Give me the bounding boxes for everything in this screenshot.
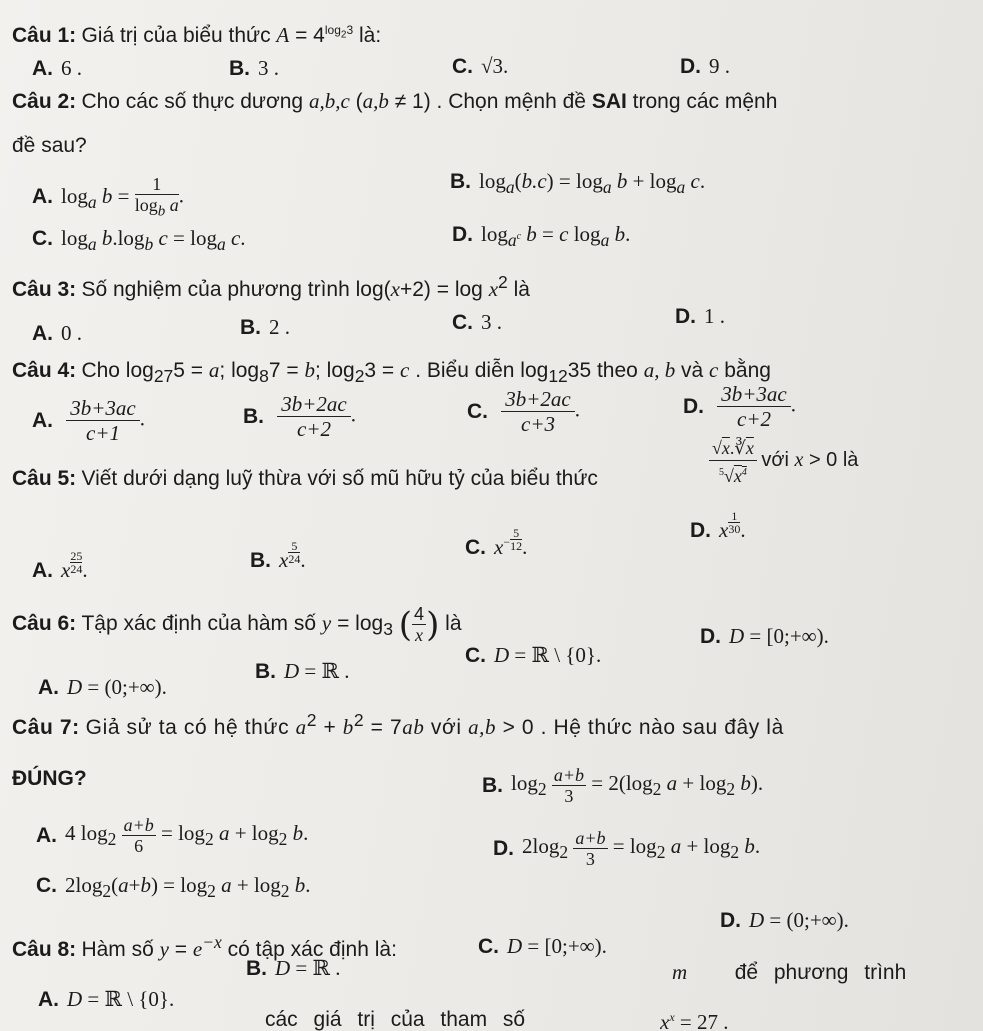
option-a: A. 4 $\log_2$ $\frac{a+b}{6}$ = $\log_2 a + \log_2 b$. <box>36 815 309 856</box>
option-a: A. 0 . <box>32 321 82 345</box>
option-a: A. $\frac{3b+3ac}{c+1}$ . <box>32 396 145 445</box>
option-c: C. D = [0;+∞). <box>478 934 607 958</box>
option-b: B. $\frac{3b+2ac}{c+2}$ . <box>243 392 356 441</box>
option-c: C. D = ℝ \ {0}. <box>465 643 602 667</box>
option-a: A. D = (0;+∞). <box>38 675 167 699</box>
option-c: C. √3. <box>452 54 509 78</box>
option-d: D. D = [0;+∞). <box>700 624 829 648</box>
question-stem: Giá trị của biểu thức $A = 4^{log_23}$ là: <box>81 23 382 47</box>
option-b: B. 2 . <box>240 315 290 339</box>
question-3: Câu 3: Số nghiệm của phương trình $\log(x+2) = \log x^2$ là <box>12 272 530 301</box>
option-d: D. $\frac{3b+3ac}{c+2}$ . <box>683 382 796 431</box>
question-5: Câu 5: Viết dưới dạng luỹ thừa với số mũ hữu tỷ của biểu thức <box>12 467 598 490</box>
option-c: C. 3 . <box>452 310 502 334</box>
question-7: Câu 7: Giả sử ta có hệ thức $a^2 + b^2 = 7ab$ với a,b > 0 . Hệ thức nào sau đây là <box>12 710 784 739</box>
option-c: C. $2\log_2(a+b) = \log_2 a + \log_2 b$. <box>36 873 311 902</box>
option-a: A. 6 . <box>32 56 82 80</box>
question-7-line2: ĐÚNG? <box>12 767 87 790</box>
option-c: C. $x^{- \frac{5}{12}}$ . <box>465 526 528 559</box>
option-b: B. D = ℝ . <box>246 956 341 980</box>
question-5-expression: $\frac{√x.∛\overline{x}}{^5√x^4}$ với x > 0 là <box>709 436 858 488</box>
option-b: B. 3 . <box>229 56 279 80</box>
option-d: D. 1 . <box>675 304 725 328</box>
question-2-line2: đề sau? <box>12 134 87 157</box>
option-b: B. x $^{\frac{5}{24}}$ . <box>250 539 306 572</box>
option-b: B. $\log_2$ $\frac{a+b}{3}$ = $2(\log_2$ $a + \log_2 b$). <box>482 765 764 806</box>
option-a: A. x $^{\frac{25}{24}}$ . <box>32 549 88 582</box>
question-label: Câu 1: <box>12 24 77 47</box>
option-b: B. $\log_a(b.c) = \log_a b + \log_a c$. <box>450 169 706 198</box>
option-a: A. D = ℝ \ {0}. <box>38 987 175 1011</box>
option-b: B. D = ℝ . <box>255 659 350 683</box>
option-d: D. x $^{\frac{1}{30}}$ . <box>690 509 746 542</box>
option-d: D. D = (0;+∞). <box>720 908 849 932</box>
option-c: C. $\log_a b.\log_b$ $c = \log_a c$. <box>32 226 246 255</box>
question-9-fragment-right: m để phương trình <box>672 960 907 984</box>
option-d: D. $2\log_2$ $\frac{a+b}{3}$ = $\log_2 a + \log_2 b$. <box>493 828 761 869</box>
option-d: D. $\log_{a^c} b = c$ $\log_a b$. <box>452 222 631 251</box>
question-2: Câu 2: Cho các số thực dương a,b,c (a,b ≠ 1) . Chọn mệnh đề SAI trong các mệnh <box>12 89 778 113</box>
option-d: D. 9 . <box>680 54 730 78</box>
question-6: Câu 6: Tập xác định của hàm số $y = \log_3$ ( $\frac{4}{x}$ ) là <box>12 604 462 645</box>
question-9-fragment-bottom: các giá trị của tham số <box>265 1008 526 1031</box>
question-8: Câu 8: Hàm số $y = e^{-x}$ có tập xác định là: <box>12 932 397 961</box>
option-c: C. $\frac{3b+2ac}{c+3}$ . <box>467 387 580 436</box>
question-4: Câu 4: Cho $\log_{27}5 = a$; $\log_87 = b$; $\log_23 = c$ . Biểu diễn $\log_{12}35$ theo a, b và c bằng <box>12 358 771 387</box>
question-1 <box>12 18 381 48</box>
question-9-equation-fragment: $x^x = 27$ . <box>660 1010 729 1031</box>
option-a: A. $\log_a b$ = $\frac{1}{\log_b a}$ . <box>32 174 184 220</box>
